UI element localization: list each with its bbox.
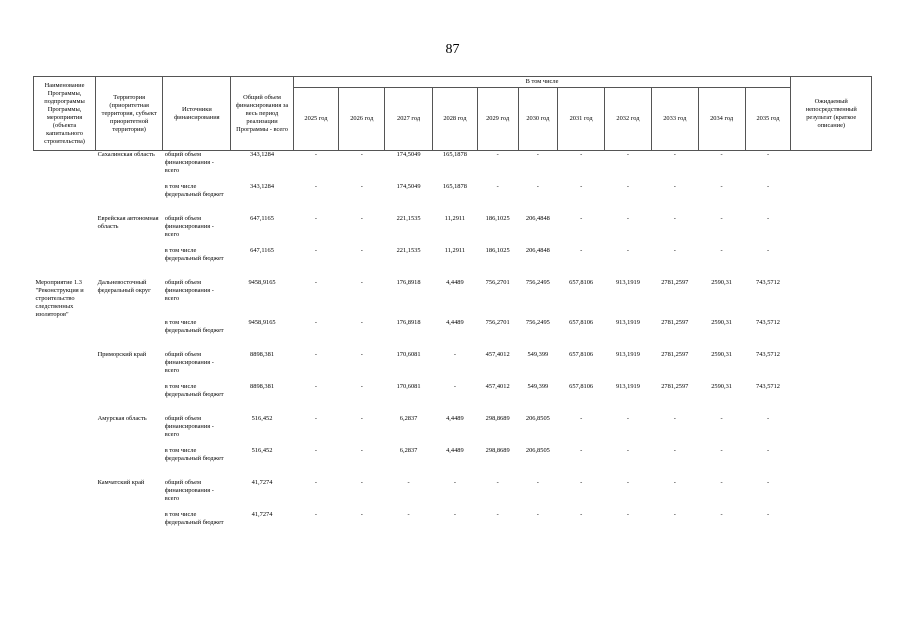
- cell-result: [791, 479, 872, 511]
- cell-year-value: -: [360, 511, 363, 518]
- cell-year-value: 206,8505: [525, 447, 550, 454]
- cell-year-value: -: [314, 247, 318, 254]
- cell-year-value: 170,6081: [396, 351, 421, 358]
- cell-year-value: -: [580, 447, 583, 454]
- cell-year-value: 2781,2597: [661, 319, 689, 326]
- cell-funding-source: общий объем финансирования - всего: [164, 415, 214, 438]
- cell-year-value: -: [673, 415, 676, 422]
- cell-total: 8898,381: [250, 351, 275, 358]
- header-year: 2027 год: [385, 88, 433, 151]
- cell-year-value: 11,2911: [444, 215, 466, 222]
- header-year: 2034 год: [698, 88, 745, 151]
- cell-year-value: -: [720, 183, 723, 190]
- cell-result: [791, 215, 872, 247]
- cell-year-value: 756,2495: [525, 279, 550, 286]
- cell-funding-source: общий объем финансирования - всего: [164, 151, 214, 174]
- cell-measure-name: [34, 415, 96, 447]
- cell-year-value: -: [360, 215, 363, 222]
- cell-territory: Дальневосточный федеральный округ: [97, 279, 151, 294]
- cell-year-value: -: [673, 247, 676, 254]
- cell-territory: Приморский край: [97, 351, 147, 358]
- cell-result: [791, 319, 872, 351]
- cell-territory: Еврейская автономная область: [97, 215, 159, 230]
- cell-year-value: -: [360, 279, 363, 286]
- cell-year-value: -: [453, 351, 456, 358]
- cell-year-value: -: [407, 479, 410, 486]
- cell-year-value: -: [496, 183, 499, 190]
- cell-year-value: -: [314, 279, 318, 286]
- header-name: Наименование Программы, подпрограммы Программы, мероприятия (объекта капитального строительства): [34, 77, 96, 151]
- table-row: [34, 447, 872, 479]
- page-number: 87: [445, 42, 460, 57]
- header-year: 2029 год: [477, 88, 518, 151]
- header-territory: Территория (приоритетная территория, субъект приоритетной территории): [96, 77, 163, 151]
- cell-year-value: -: [314, 151, 318, 158]
- cell-year-value: 756,2701: [485, 279, 510, 286]
- cell-funding-source: в том числе федеральный бюджет: [164, 447, 224, 462]
- cell-year-value: 549,399: [527, 383, 549, 390]
- cell-year-value: 743,5712: [756, 279, 780, 286]
- cell-year-value: -: [766, 415, 770, 422]
- cell-year-value: 549,399: [527, 351, 549, 358]
- header-year: 2031 год: [558, 88, 605, 151]
- cell-total: 9458,9165: [248, 279, 276, 286]
- cell-year-value: 657,8106: [569, 383, 594, 390]
- cell-year-value: -: [453, 479, 456, 486]
- cell-year-value: -: [496, 479, 499, 486]
- cell-year-value: -: [580, 479, 583, 486]
- cell-year-value: 2590,31: [711, 319, 732, 326]
- cell-year-value: -: [626, 247, 630, 254]
- cell-year-value: -: [453, 383, 456, 390]
- cell-year-value: -: [720, 151, 723, 158]
- cell-year-value: 4,4489: [446, 319, 464, 326]
- cell-year-value: 206,4848: [525, 247, 550, 254]
- header-year: 2030 год: [518, 88, 558, 151]
- cell-year-value: -: [360, 183, 363, 190]
- cell-year-value: -: [580, 183, 583, 190]
- table-row: [34, 151, 872, 184]
- cell-year-value: 743,5712: [756, 319, 780, 326]
- cell-year-value: 170,6081: [396, 383, 421, 390]
- cell-year-value: -: [766, 447, 770, 454]
- cell-year-value: 4,4489: [446, 415, 464, 422]
- table-row: [34, 479, 872, 511]
- cell-year-value: -: [720, 447, 723, 454]
- cell-year-value: 756,2701: [485, 319, 510, 326]
- cell-year-value: -: [626, 511, 630, 518]
- cell-year-value: 756,2495: [525, 319, 550, 326]
- cell-year-value: -: [626, 479, 630, 486]
- cell-year-value: -: [720, 511, 723, 518]
- cell-year-value: 457,4012: [485, 383, 510, 390]
- cell-result: [791, 383, 872, 415]
- cell-year-value: 913,1919: [615, 319, 640, 326]
- cell-year-value: 743,5712: [756, 383, 780, 390]
- cell-year-value: -: [496, 151, 499, 158]
- cell-year-value: -: [407, 511, 410, 518]
- cell-year-value: -: [766, 479, 770, 486]
- header-result: Ожидаемый непосредственный результат (краткое описание): [791, 77, 872, 151]
- cell-year-value: 221,1535: [396, 215, 421, 222]
- cell-result: [791, 279, 872, 319]
- cell-year-value: -: [360, 151, 363, 158]
- cell-result: [791, 247, 872, 279]
- cell-measure-name: [34, 351, 96, 383]
- table-row: [34, 279, 872, 319]
- cell-result: [791, 151, 872, 184]
- cell-total: 41,7274: [251, 511, 273, 518]
- cell-funding-source: в том числе федеральный бюджет: [164, 183, 224, 198]
- table-body: [34, 151, 872, 544]
- cell-year-value: 206,4848: [525, 215, 550, 222]
- cell-year-value: 298,8689: [485, 415, 510, 422]
- cell-year-value: -: [673, 215, 676, 222]
- cell-year-value: -: [626, 415, 630, 422]
- cell-year-value: -: [766, 247, 770, 254]
- cell-year-value: 11,2911: [444, 247, 466, 254]
- cell-territory: [96, 183, 163, 215]
- cell-year-value: -: [766, 151, 770, 158]
- cell-measure-name: [34, 215, 96, 247]
- cell-year-value: 165,1878: [442, 183, 467, 190]
- header-year: 2035 год: [745, 88, 791, 151]
- cell-year-value: -: [536, 511, 539, 518]
- cell-year-value: 4,4489: [446, 279, 464, 286]
- cell-year-value: -: [360, 319, 363, 326]
- header-source: Источники финансирования: [163, 77, 231, 151]
- cell-territory: Сахалинская область: [97, 151, 155, 158]
- cell-year-value: -: [360, 415, 363, 422]
- cell-result: [791, 415, 872, 447]
- cell-territory: [96, 447, 163, 479]
- cell-territory: Амурская область: [97, 415, 147, 422]
- cell-funding-source: в том числе федеральный бюджет: [164, 319, 224, 334]
- cell-year-value: -: [580, 247, 583, 254]
- cell-funding-source: в том числе федеральный бюджет: [164, 247, 224, 262]
- cell-funding-source: общий объем финансирования - всего: [164, 479, 214, 502]
- cell-year-value: -: [626, 215, 630, 222]
- cell-year-value: -: [720, 215, 723, 222]
- cell-year-value: 176,8918: [396, 319, 421, 326]
- cell-measure-name: [34, 479, 96, 511]
- cell-year-value: -: [673, 511, 676, 518]
- cell-year-value: -: [673, 447, 676, 454]
- cell-year-value: 6,2837: [399, 415, 418, 422]
- cell-year-value: 221,1535: [396, 247, 421, 254]
- cell-year-value: 174,5049: [396, 151, 421, 158]
- cell-measure-name: [34, 319, 96, 351]
- cell-year-value: 206,8505: [525, 415, 550, 422]
- cell-year-value: 457,4012: [485, 351, 510, 358]
- header-year: 2025 год: [293, 88, 339, 151]
- cell-year-value: -: [536, 183, 539, 190]
- cell-total: 516,452: [251, 447, 273, 454]
- cell-year-value: -: [314, 183, 318, 190]
- cell-year-value: 176,8918: [396, 279, 421, 286]
- table-row: [34, 415, 872, 447]
- table-row: [34, 247, 872, 279]
- header-year: 2032 год: [605, 88, 652, 151]
- table-row: [34, 215, 872, 247]
- cell-territory: Камчатский край: [97, 479, 145, 486]
- cell-measure-name: [34, 447, 96, 479]
- cell-total: 8898,381: [250, 383, 275, 390]
- cell-year-value: -: [766, 215, 770, 222]
- table-row: [34, 183, 872, 215]
- cell-total: 647,1165: [250, 215, 274, 222]
- cell-measure-name: [34, 151, 96, 184]
- cell-territory: [96, 319, 163, 351]
- cell-year-value: 165,1878: [442, 151, 467, 158]
- cell-year-value: 2781,2597: [661, 383, 689, 390]
- header-including: В том числе: [293, 77, 791, 88]
- table-row: [34, 383, 872, 415]
- cell-year-value: -: [360, 383, 363, 390]
- cell-year-value: -: [314, 215, 318, 222]
- cell-measure-name: [34, 383, 96, 415]
- cell-year-value: -: [314, 351, 318, 358]
- cell-year-value: 743,5712: [756, 351, 780, 358]
- cell-total: 41,7274: [251, 479, 273, 486]
- cell-year-value: -: [580, 151, 583, 158]
- cell-year-value: -: [314, 319, 318, 326]
- cell-year-value: -: [580, 415, 583, 422]
- cell-year-value: -: [314, 415, 318, 422]
- cell-funding-source: в том числе федеральный бюджет: [164, 511, 224, 526]
- cell-territory: [96, 511, 163, 543]
- table-row: [34, 351, 872, 383]
- cell-year-value: -: [360, 247, 363, 254]
- cell-year-value: 913,1919: [615, 279, 640, 286]
- cell-year-value: 174,5049: [396, 183, 421, 190]
- cell-year-value: -: [360, 351, 363, 358]
- cell-year-value: -: [314, 479, 318, 486]
- cell-year-value: 2590,31: [711, 279, 732, 286]
- cell-year-value: 186,1025: [485, 247, 510, 254]
- cell-year-value: -: [720, 479, 723, 486]
- financing-table: [33, 76, 872, 543]
- table-row: [34, 319, 872, 351]
- cell-year-value: -: [673, 479, 676, 486]
- cell-funding-source: общий объем финансирования - всего: [164, 215, 214, 238]
- cell-year-value: -: [453, 511, 456, 518]
- cell-year-value: -: [673, 151, 676, 158]
- cell-year-value: -: [720, 247, 723, 254]
- cell-funding-source: общий объем финансирования - всего: [164, 279, 214, 302]
- cell-year-value: -: [626, 183, 630, 190]
- cell-year-value: -: [496, 511, 499, 518]
- cell-total: 516,452: [251, 415, 273, 422]
- cell-year-value: 913,1919: [615, 351, 640, 358]
- table-row: [34, 511, 872, 543]
- cell-year-value: -: [626, 151, 630, 158]
- header-total: Общий объем финансирования за весь период реализации Программы - всего: [231, 77, 293, 151]
- cell-year-value: -: [360, 479, 363, 486]
- cell-year-value: -: [314, 447, 318, 454]
- cell-year-value: 2590,31: [711, 351, 732, 358]
- cell-year-value: -: [580, 215, 583, 222]
- cell-year-value: -: [536, 151, 539, 158]
- cell-year-value: 657,8106: [569, 351, 594, 358]
- cell-year-value: 6,2837: [399, 447, 418, 454]
- cell-result: [791, 447, 872, 479]
- header-year: 2026 год: [339, 88, 385, 151]
- cell-year-value: -: [314, 383, 318, 390]
- cell-year-value: 2781,2597: [661, 279, 689, 286]
- cell-total: 647,1165: [250, 247, 274, 254]
- header-year: 2028 год: [433, 88, 478, 151]
- cell-funding-source: в том числе федеральный бюджет: [164, 383, 224, 398]
- cell-year-value: 186,1025: [485, 215, 510, 222]
- cell-year-value: 913,1919: [615, 383, 640, 390]
- cell-result: [791, 351, 872, 383]
- cell-measure-name: [34, 247, 96, 279]
- cell-territory: [96, 247, 163, 279]
- cell-year-value: -: [536, 479, 539, 486]
- cell-total: 343,1284: [250, 183, 275, 190]
- cell-year-value: -: [673, 183, 676, 190]
- cell-year-value: -: [580, 511, 583, 518]
- cell-year-value: -: [314, 511, 318, 518]
- cell-measure-name: [34, 183, 96, 215]
- cell-year-value: -: [766, 183, 770, 190]
- cell-year-value: 4,4489: [446, 447, 464, 454]
- cell-year-value: -: [626, 447, 630, 454]
- cell-year-value: -: [360, 447, 363, 454]
- cell-funding-source: общий объем финансирования - всего: [164, 351, 214, 374]
- cell-year-value: -: [766, 511, 770, 518]
- cell-result: [791, 183, 872, 215]
- header-year: 2033 год: [651, 88, 698, 151]
- cell-total: 343,1284: [250, 151, 275, 158]
- cell-year-value: -: [720, 415, 723, 422]
- cell-year-value: 2781,2597: [661, 351, 689, 358]
- cell-territory: [96, 383, 163, 415]
- cell-year-value: 2590,31: [711, 383, 732, 390]
- cell-total: 9458,9165: [248, 319, 276, 326]
- table-header: [34, 77, 872, 151]
- cell-year-value: 657,8106: [569, 279, 594, 286]
- cell-measure-name: [34, 511, 96, 543]
- cell-year-value: 298,8689: [485, 447, 510, 454]
- cell-measure-name: Мероприятие 1.3 "Реконструкция и строительство следственных изоляторов": [35, 279, 84, 318]
- cell-year-value: 657,8106: [569, 319, 594, 326]
- cell-result: [791, 511, 872, 543]
